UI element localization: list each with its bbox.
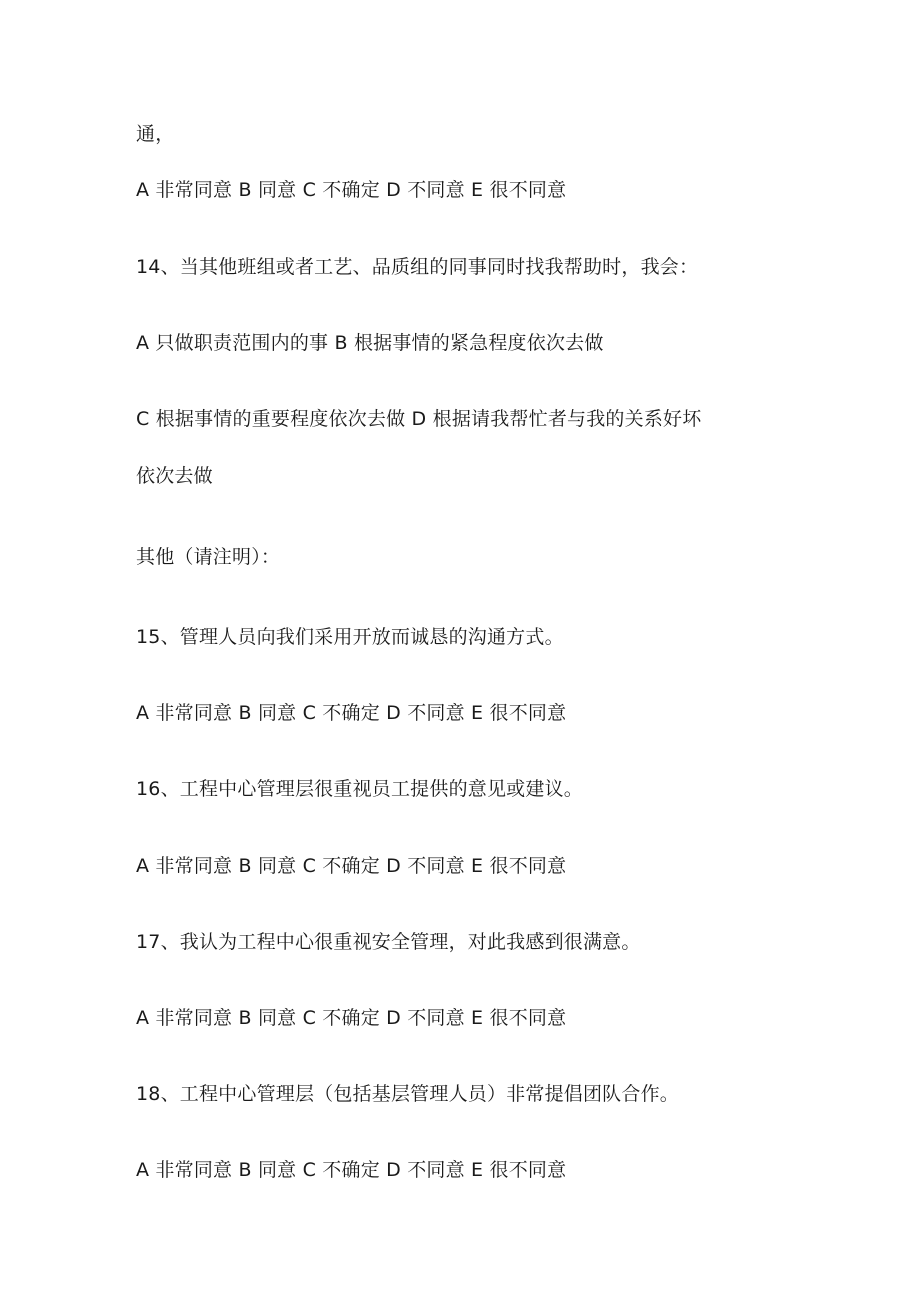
question-18: 18、工程中心管理层（包括基层管理人员）非常提倡团队合作。 <box>136 1083 679 1105</box>
question-14: 14、当其他班组或者工艺、品质组的同事同时找我帮助时，我会： <box>136 256 699 278</box>
answer-options-q17: A 非常同意 B 同意 C 不确定 D 不同意 E 很不同意 <box>136 1007 567 1029</box>
text-line-continuation: 通， <box>136 123 175 145</box>
question-17: 17、我认为工程中心很重视安全管理，对此我感到很满意。 <box>136 931 641 953</box>
question-15: 15、管理人员向我们采用开放而诚恳的沟通方式。 <box>136 626 564 648</box>
answer-options-q14-line2: C 根据事情的重要程度依次去做 D 根据请我帮忙者与我的关系好坏 <box>136 408 702 430</box>
answer-options-q14-line3: 依次去做 <box>136 465 213 487</box>
answer-options-q13: A 非常同意 B 同意 C 不确定 D 不同意 E 很不同意 <box>136 179 567 201</box>
question-16: 16、工程中心管理层很重视员工提供的意见或建议。 <box>136 778 583 800</box>
answer-options-q18: A 非常同意 B 同意 C 不确定 D 不同意 E 很不同意 <box>136 1159 567 1181</box>
answer-options-q16: A 非常同意 B 同意 C 不确定 D 不同意 E 很不同意 <box>136 855 567 877</box>
answer-options-q15: A 非常同意 B 同意 C 不确定 D 不同意 E 很不同意 <box>136 702 567 724</box>
answer-options-q14-line1: A 只做职责范围内的事 B 根据事情的紧急程度依次去做 <box>136 332 604 354</box>
other-please-specify: 其他（请注明）： <box>136 546 281 568</box>
